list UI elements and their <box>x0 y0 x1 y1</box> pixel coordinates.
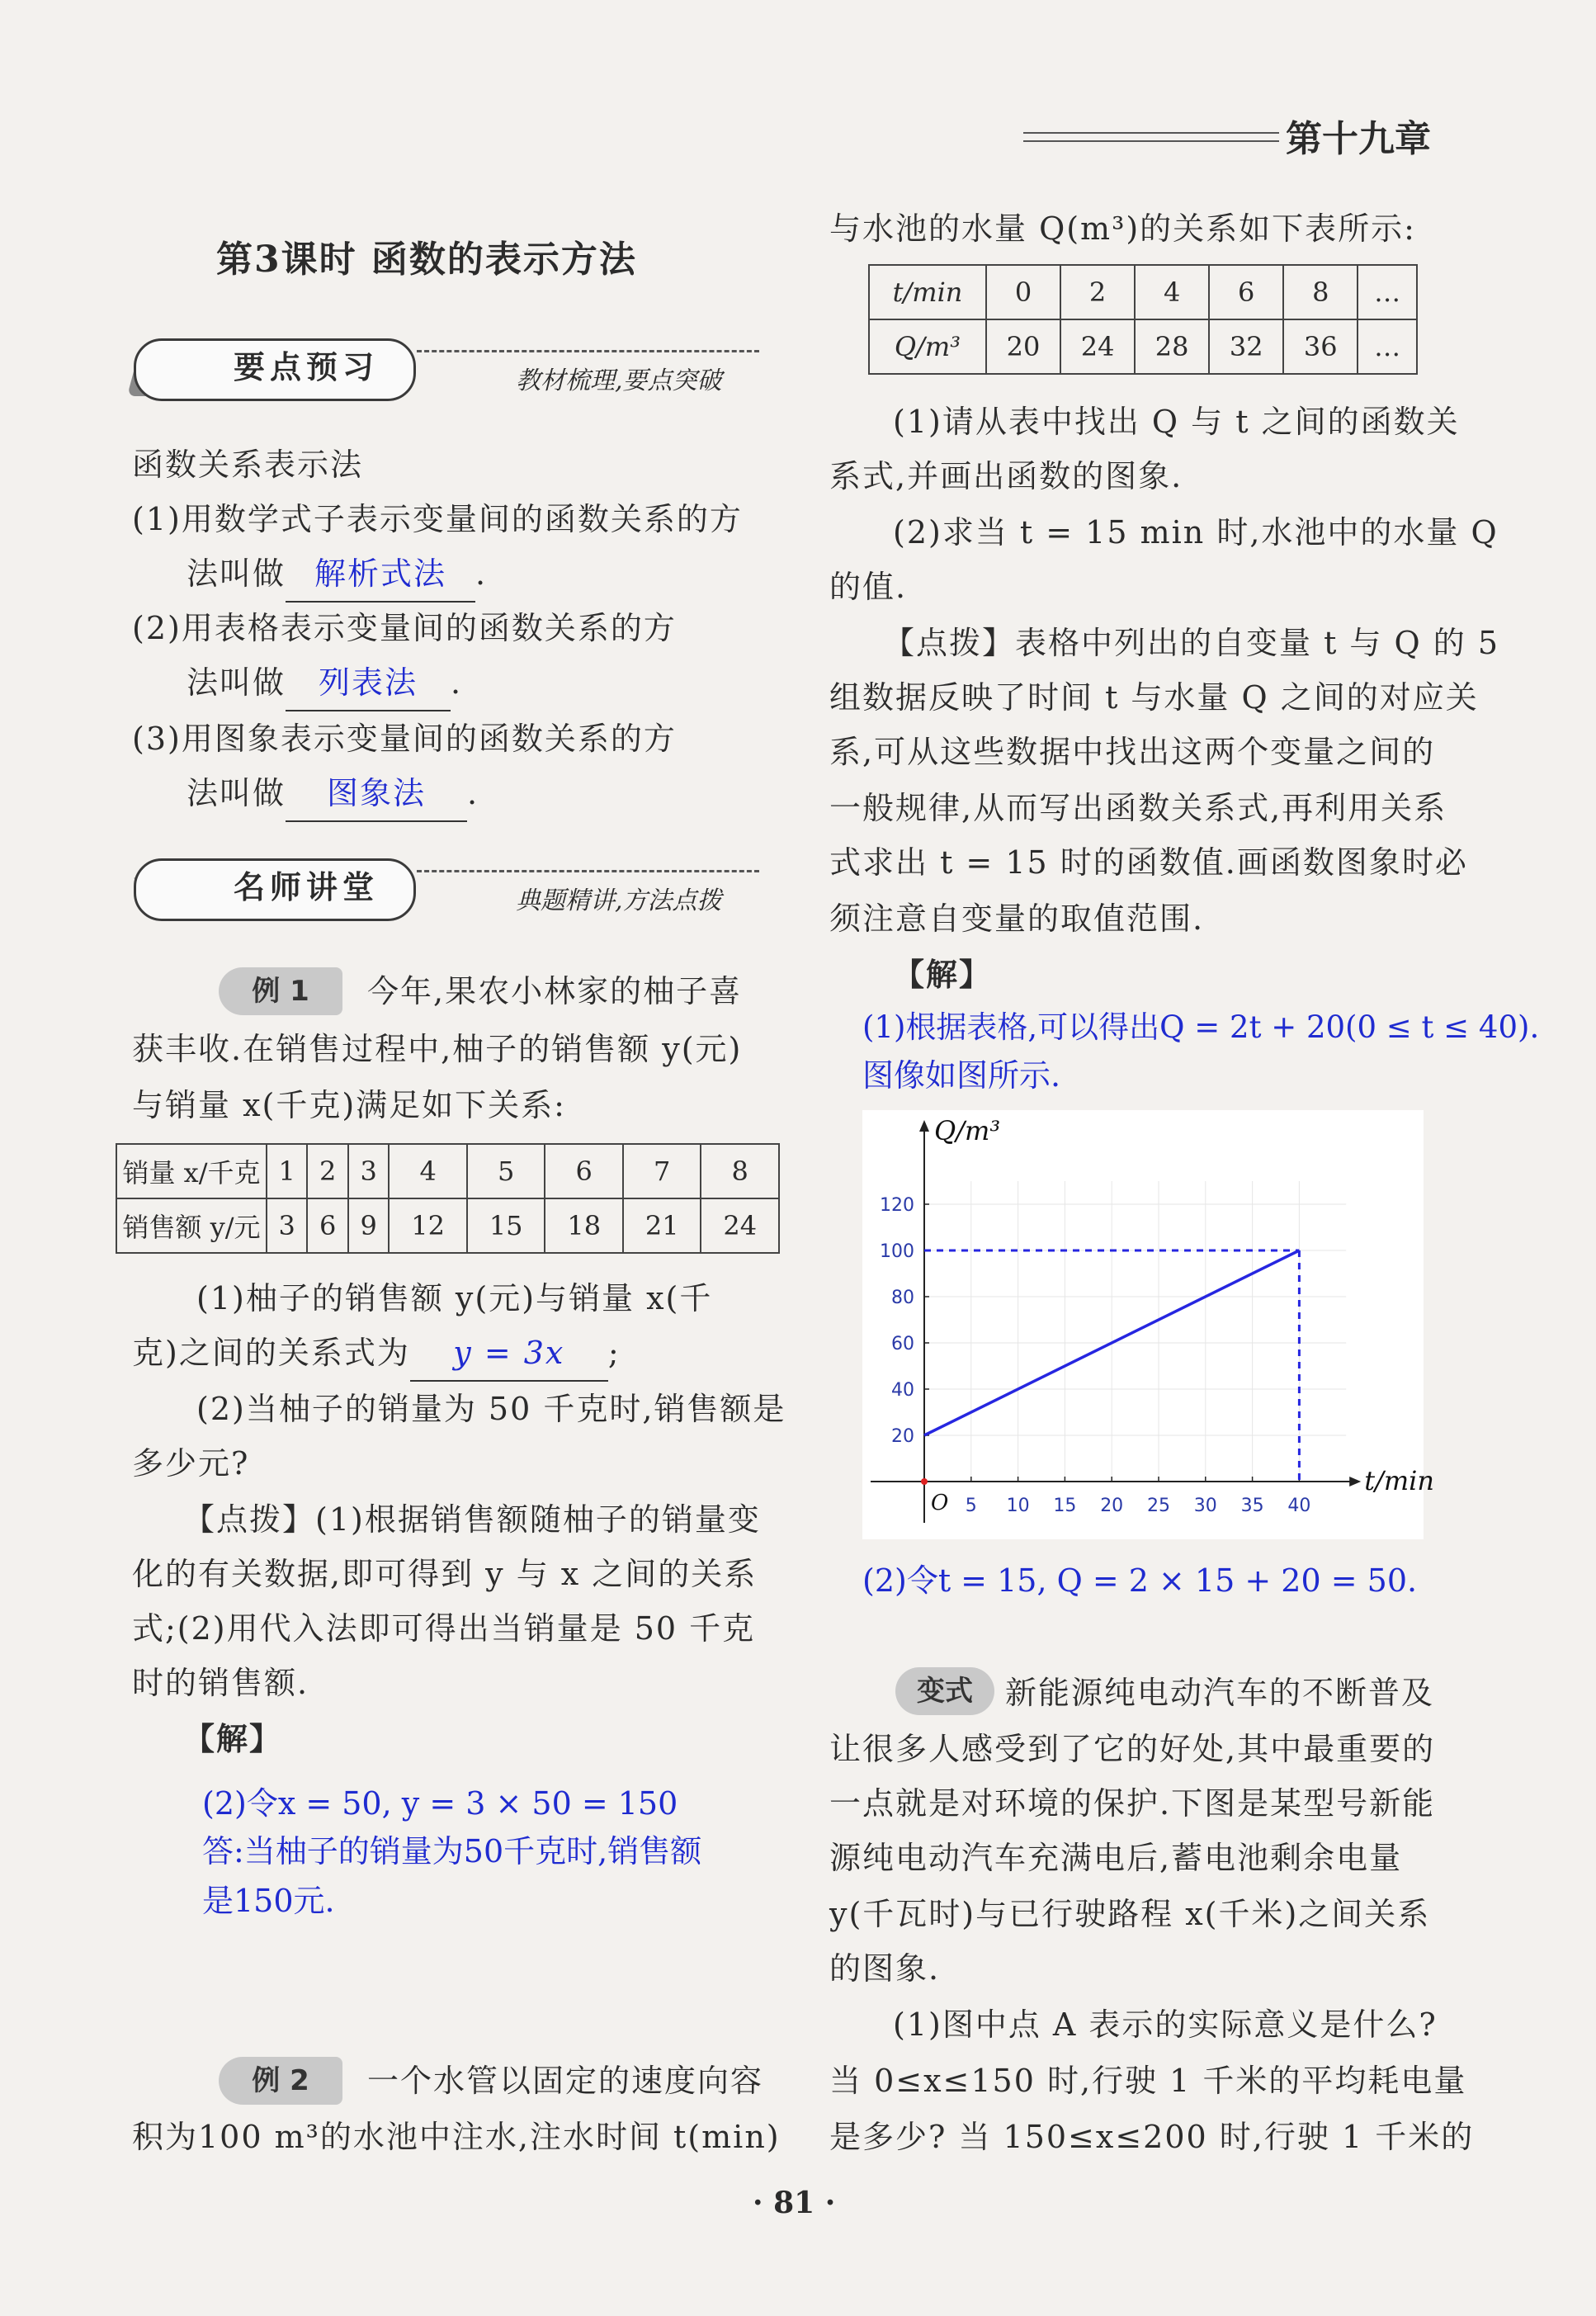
label: 克)之间的关系式为 <box>132 1335 410 1371</box>
water-volume-chart <box>862 1110 1435 1539</box>
table-row <box>869 265 1417 319</box>
solution-label: 【解】 <box>893 956 993 993</box>
variant-line: 一点就是对环境的保护.下图是某型号新能 <box>829 1785 1436 1822</box>
origin-label: O <box>931 1491 949 1515</box>
row-label: 销量 x/千克 <box>116 1144 267 1198</box>
chart-background <box>862 1110 1424 1539</box>
y-tick-label: 40 <box>891 1380 914 1401</box>
table-cell: 4 <box>1135 265 1209 319</box>
example2-q2-cont: 的值. <box>829 569 908 605</box>
example2-line3: 与水池的水量 Q(m³)的关系如下表所示: <box>829 210 1416 247</box>
lesson-title: 第3课时 函数的表示方法 <box>216 239 637 281</box>
punct: ; <box>607 1335 621 1371</box>
table-cell: 3 <box>267 1198 307 1253</box>
variant-q1: 是多少? 当 150≤x≤200 时,行驶 1 千米的 <box>829 2119 1475 2155</box>
table-cell: 24 <box>1060 319 1135 374</box>
example1-line1: 今年,果农小林家的柚子喜 <box>367 973 743 1009</box>
table-cell: 8 <box>1283 265 1358 319</box>
section-divider <box>417 350 759 352</box>
x-tick-label: 25 <box>1147 1496 1170 1516</box>
row-label: 销售额 y/元 <box>116 1198 267 1253</box>
example2-hint: 系,可从这些数据中找出这两个变量之间的 <box>829 734 1436 770</box>
table-cell: 7 <box>623 1144 701 1198</box>
header-rule <box>1023 132 1279 134</box>
table-cell: 6 <box>1209 265 1283 319</box>
example1-hint: 时的销售额. <box>132 1665 309 1701</box>
table-cell: 1 <box>267 1144 307 1198</box>
variant-line: 的图象. <box>829 1950 941 1987</box>
table-cell: 2 <box>1060 265 1135 319</box>
example1-q1: (1)柚子的销售额 y(元)与销量 x(千 <box>196 1280 713 1316</box>
section-title-preview: 要点预习 <box>134 338 416 401</box>
example2-hint: 须注意自变量的取值范围. <box>829 900 1205 937</box>
x-tick-label: 5 <box>965 1496 977 1516</box>
example2-solution: (2)令t = 15, Q = 2 × 15 + 20 = 50. <box>862 1562 1418 1599</box>
example2-q1: (1)请从表中找出 Q 与 t 之间的函数关 <box>893 404 1460 440</box>
variant-line: 让很多人感受到了它的好处,其中最重要的 <box>829 1731 1436 1767</box>
table-cell: 15 <box>467 1198 545 1253</box>
preview-heading: 函数关系表示法 <box>132 447 364 483</box>
variant-q1: 当 0≤x≤150 时,行驶 1 千米的平均耗电量 <box>829 2063 1467 2099</box>
table-cell: 18 <box>545 1198 623 1253</box>
table-cell: 20 <box>986 319 1060 374</box>
example1-hint: 式;(2)用代入法即可得出当销量是 50 千克 <box>132 1610 756 1647</box>
table-cell: 21 <box>623 1198 701 1253</box>
example2-hint: 式求出 t = 15 时的函数值.画函数图象时必 <box>829 844 1468 881</box>
preview-item2: (2)用表格表示变量间的函数关系的方 <box>132 610 677 646</box>
answer-table: 列表法 <box>319 664 418 701</box>
example1-q2: (2)当柚子的销量为 50 千克时,销售额是 <box>196 1391 786 1427</box>
example1-solution: (2)令x = 50, y = 3 × 50 = 150 <box>202 1785 678 1822</box>
section-divider <box>417 870 759 872</box>
example-tag: 例 1 <box>219 967 342 1015</box>
table-row <box>116 1144 779 1198</box>
x-tick-label: 30 <box>1193 1496 1217 1516</box>
y-tick-label: 100 <box>880 1241 914 1262</box>
variant-tag: 变式 <box>895 1667 994 1715</box>
preview-item1-cont: 法叫做 解析式法 . <box>187 546 487 603</box>
preview-item3-cont: 法叫做 图象法 . <box>187 766 479 822</box>
y-tick-label: 120 <box>880 1195 914 1216</box>
row-label: Q/m³ <box>869 319 986 374</box>
table-cell: 6 <box>545 1144 623 1198</box>
y-axis-label: Q/m³ <box>934 1115 1001 1146</box>
example1-solution: 是150元. <box>202 1883 335 1919</box>
example1-solution: 答:当柚子的销量为50千克时,销售额 <box>202 1833 702 1869</box>
y-tick-label: 20 <box>891 1426 914 1447</box>
x-tick-label: 40 <box>1287 1496 1311 1516</box>
variant-line: y(千瓦时)与已行驶路程 x(千米)之间关系 <box>829 1896 1431 1932</box>
example2-hint: 组数据反映了时间 t 与水量 Q 之间的对应关 <box>829 679 1479 716</box>
example2-line1: 一个水管以固定的速度向容 <box>367 2063 764 2099</box>
variant-q1: (1)图中点 A 表示的实际意义是什么? <box>893 2006 1438 2043</box>
example1-q2-cont: 多少元? <box>132 1445 250 1482</box>
table-cell: 6 <box>307 1198 347 1253</box>
example1-hint: 【点拨】(1)根据销售额随柚子的销量变 <box>183 1501 761 1538</box>
example1-line2: 获丰收.在销售过程中,柚子的销售额 y(元) <box>132 1031 743 1067</box>
solution-label: 【解】 <box>183 1720 283 1757</box>
section-subtitle: 典题精讲,方法点拨 <box>516 886 722 915</box>
table-cell: 5 <box>467 1144 545 1198</box>
table-row <box>116 1198 779 1253</box>
answer-analytic: 解析式法 <box>314 555 447 592</box>
table-cell: 0 <box>986 265 1060 319</box>
chapter-header: 第十九章 <box>1286 118 1431 160</box>
table-cell: 9 <box>348 1198 389 1253</box>
example-tag: 例 2 <box>219 2057 342 2105</box>
table-cell: 12 <box>389 1198 467 1253</box>
label: 法叫做 <box>187 664 286 701</box>
example2-q1-cont: 系式,并画出函数的图象. <box>829 458 1183 494</box>
answer-formula: y = 3x <box>453 1335 565 1371</box>
y-tick-label: 60 <box>891 1334 914 1354</box>
page-number: · 81 · <box>753 2186 836 2220</box>
preview-item3: (3)用图象表示变量间的函数关系的方 <box>132 721 677 757</box>
table-cell: 24 <box>701 1198 779 1253</box>
label: 法叫做 <box>187 555 286 592</box>
example2-solution: (1)根据表格,可以得出Q = 2t + 20(0 ≤ t ≤ 40). <box>862 1009 1540 1045</box>
table-cell: 36 <box>1283 319 1358 374</box>
table-cell: 4 <box>389 1144 467 1198</box>
table-cell: … <box>1358 265 1417 319</box>
example2-solution: 图像如图所示. <box>862 1057 1061 1094</box>
variant-line: 新能源纯电动汽车的不断普及 <box>1005 1675 1435 1711</box>
x-tick-label: 35 <box>1240 1496 1264 1516</box>
example2-line2: 积为100 m³的水池中注水,注水时间 t(min) <box>132 2119 781 2155</box>
label: 法叫做 <box>187 775 286 811</box>
variant-line: 源纯电动汽车充满电后,蓄电池剩余电量 <box>829 1840 1403 1876</box>
example2-q2: (2)求当 t = 15 min 时,水池中的水量 Q <box>893 514 1499 551</box>
table-cell: … <box>1358 319 1417 374</box>
table-cell: 8 <box>701 1144 779 1198</box>
section-title-lecture: 名师讲堂 <box>134 858 416 921</box>
answer-graph: 图象法 <box>327 775 427 811</box>
example1-hint: 化的有关数据,即可得到 y 与 x 之间的关系 <box>132 1556 758 1592</box>
x-tick-label: 15 <box>1053 1496 1077 1516</box>
preview-item1: (1)用数学式子表示变量间的函数关系的方 <box>132 501 743 537</box>
x-tick-label: 10 <box>1006 1496 1030 1516</box>
x-tick-label: 20 <box>1100 1496 1124 1516</box>
table-cell: 2 <box>307 1144 347 1198</box>
section-subtitle: 教材梳理,要点突破 <box>516 366 722 395</box>
example2-hint: 【点拨】表格中列出的自变量 t 与 Q 的 5 <box>883 625 1499 661</box>
y-tick-label: 80 <box>891 1288 914 1308</box>
example1-q1-cont <box>132 1326 621 1382</box>
water-table <box>868 264 1418 375</box>
preview-item2-cont: 法叫做 列表法 . <box>187 655 462 711</box>
table-row <box>869 319 1417 374</box>
table-cell: 3 <box>348 1144 389 1198</box>
table-cell: 32 <box>1209 319 1283 374</box>
origin-point <box>921 1478 928 1485</box>
example1-line3: 与销量 x(千克)满足如下关系: <box>132 1087 566 1123</box>
table-cell: 28 <box>1135 319 1209 374</box>
row-label: t/min <box>869 265 986 319</box>
example2-hint: 一般规律,从而写出函数关系式,再利用关系 <box>829 790 1447 826</box>
header-rule <box>1023 140 1279 142</box>
sales-table <box>116 1143 780 1254</box>
x-axis-label: t/min <box>1364 1465 1435 1496</box>
